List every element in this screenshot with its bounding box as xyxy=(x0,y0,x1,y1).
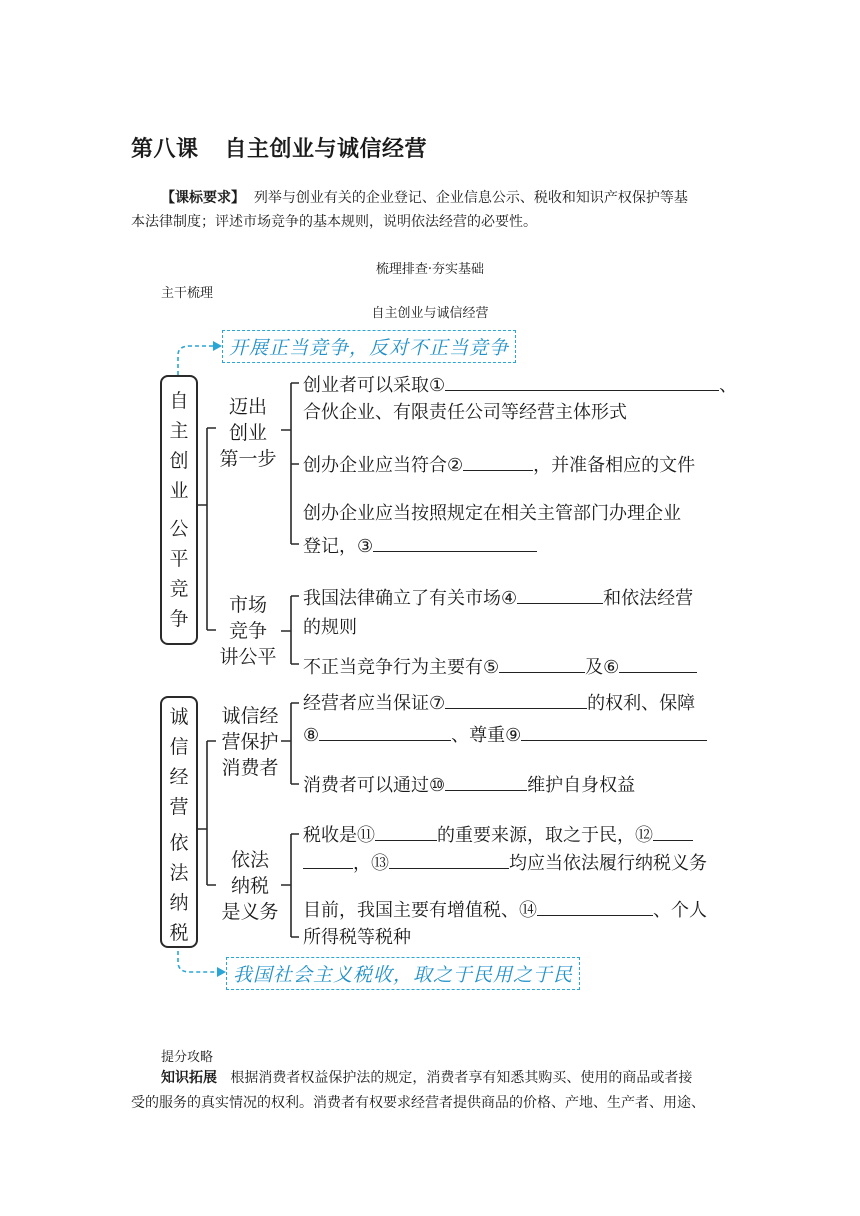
item-text: 经营者应当保证⑦ xyxy=(303,693,446,714)
knowledge-line-1 xyxy=(161,1066,692,1090)
char: 信 xyxy=(169,736,189,758)
subtopic-line: 讲公平 xyxy=(219,646,277,668)
item-h-line-1 xyxy=(303,822,693,848)
subtopic-line: 竞争 xyxy=(228,620,267,642)
item-text: 的重要来源，取之于民，⑫ xyxy=(437,825,653,846)
item-e xyxy=(303,654,697,680)
subtopic-line: 纳税 xyxy=(230,875,269,897)
item-text: 、尊重⑨ xyxy=(451,725,522,746)
char: 税 xyxy=(169,922,189,944)
answer-blank-6[interactable] xyxy=(619,654,697,673)
answer-blank-13[interactable] xyxy=(389,850,509,869)
answer-blank-9[interactable] xyxy=(521,722,707,741)
answer-blank-12[interactable] xyxy=(653,822,693,841)
answer-blank-14[interactable] xyxy=(537,897,653,916)
subtopic-line: 是义务 xyxy=(221,901,279,923)
item-text: 我国法律确立了有关市场④ xyxy=(303,588,518,609)
char: 经 xyxy=(169,766,189,788)
standard-text-1: 列举与创业有关的企业登记、企业信息公示、税收和知识产权保护等基 xyxy=(253,190,688,206)
answer-blank-2[interactable] xyxy=(463,452,533,471)
char: 营 xyxy=(169,796,189,818)
topic-2-part-1 xyxy=(160,702,198,822)
item-text: 不正当竞争行为主要有⑤ xyxy=(303,657,500,678)
lesson-number: 第八课 xyxy=(131,137,199,162)
item-c-line-2 xyxy=(303,533,537,559)
subtopic-tax-duty xyxy=(212,847,288,925)
answer-blank-4[interactable] xyxy=(517,585,603,604)
main-sort-heading: 主干梳理 xyxy=(161,286,214,301)
char: 公 xyxy=(169,518,189,540)
item-text: 及⑥ xyxy=(585,657,620,678)
answer-blank-12-cont[interactable] xyxy=(303,850,353,869)
answer-blank-7[interactable] xyxy=(445,690,587,709)
topic-1-part-1 xyxy=(160,386,198,506)
answer-blank-5[interactable] xyxy=(499,654,585,673)
standard-line-2: 本法律制度；评述市场竞争的基本规则，说明依法经营的必要性。 xyxy=(131,214,537,230)
item-text: 税收是⑪ xyxy=(303,825,375,846)
item-text: 消费者可以通过⑩ xyxy=(303,775,446,796)
answer-blank-8[interactable] xyxy=(319,722,451,741)
subtopic-line: 诚信经 xyxy=(221,705,279,727)
item-d-line-1 xyxy=(303,585,693,611)
standard-label: 【课标要求】 xyxy=(161,190,245,206)
item-i-line-2: 所得税等税种 xyxy=(303,927,411,948)
subtopic-line: 创业 xyxy=(228,422,267,444)
answer-blank-1[interactable] xyxy=(445,372,719,391)
item-i-line-1 xyxy=(303,897,707,923)
answer-blank-11[interactable] xyxy=(375,822,437,841)
item-text: 、个人 xyxy=(653,900,707,921)
subtopic-consumer-protection xyxy=(212,703,288,781)
char: 业 xyxy=(169,480,189,502)
subtopic-line: 市场 xyxy=(228,594,267,616)
item-d-line-2: 的规则 xyxy=(303,617,357,638)
note-bottom: 我国社会主义税收，取之于民用之于民 xyxy=(226,957,580,990)
item-text: 创办企业应当符合② xyxy=(303,455,464,476)
item-a-line-2: 合伙企业、有限责任公司等经营主体形式 xyxy=(303,402,627,423)
item-h-line-2 xyxy=(303,850,707,876)
item-text: 和依法经营 xyxy=(603,588,694,609)
item-c-line-1: 创办企业应当按照规定在相关主管部门办理企业 xyxy=(303,503,681,524)
item-b xyxy=(303,452,695,478)
char: 依 xyxy=(169,832,189,854)
char: 竞 xyxy=(169,578,189,600)
answer-blank-10[interactable] xyxy=(445,772,527,791)
item-a-line-1 xyxy=(303,372,737,398)
subtopic-first-step xyxy=(212,394,284,472)
char: 诚 xyxy=(169,706,189,728)
item-text: 维护自身权益 xyxy=(527,775,636,796)
item-g xyxy=(303,772,635,798)
note-top: 开展正当竞争，反对不正当竞争 xyxy=(222,330,516,363)
char: 平 xyxy=(169,548,189,570)
char: 主 xyxy=(169,420,189,442)
knowledge-line-2: 受的服务的真实情况的权利。消费者有权要求经营者提供商品的价格、产地、生产者、用途、 xyxy=(131,1095,705,1111)
subtopic-line: 第一步 xyxy=(219,448,277,470)
item-text: 、 xyxy=(719,375,738,396)
answer-blank-3[interactable] xyxy=(373,533,537,552)
tips-heading: 提分攻略 xyxy=(161,1050,214,1065)
item-text: ，⑬ xyxy=(353,853,389,874)
diagram-title: 自主创业与诚信经营 xyxy=(371,306,489,321)
char: 纳 xyxy=(169,892,189,914)
item-text: ⑧ xyxy=(303,725,320,746)
topic-2-part-2 xyxy=(160,828,198,948)
knowledge-label: 知识拓展 xyxy=(161,1070,217,1086)
item-text: ，并准备相应的文件 xyxy=(533,455,696,476)
subtopic-fair-competition xyxy=(212,592,284,670)
item-f-line-1 xyxy=(303,690,695,716)
char: 创 xyxy=(169,450,189,472)
section-header: 梳理排查·夯实基础 xyxy=(375,262,485,277)
subtopic-line: 依法 xyxy=(230,849,269,871)
lesson-name: 自主创业与诚信经营 xyxy=(224,137,428,162)
topic-1-part-2 xyxy=(160,514,198,634)
subtopic-line: 营保护 xyxy=(221,731,279,753)
char: 自 xyxy=(169,390,189,412)
item-text: 登记，③ xyxy=(303,536,374,557)
item-text: 目前，我国主要有增值税、⑭ xyxy=(303,900,537,921)
item-text: 创业者可以采取① xyxy=(303,375,446,396)
subtopic-line: 迈出 xyxy=(228,396,267,418)
item-text: 均应当依法履行纳税义务 xyxy=(509,853,707,874)
item-f-line-2 xyxy=(303,722,707,748)
item-text: 的权利、保障 xyxy=(587,693,696,714)
char: 法 xyxy=(169,862,189,884)
subtopic-line: 消费者 xyxy=(221,757,279,779)
char: 争 xyxy=(169,608,189,630)
knowledge-text-1: 根据消费者权益保护法的规定，消费者享有知悉其购买、使用的商品或者接 xyxy=(230,1070,693,1086)
